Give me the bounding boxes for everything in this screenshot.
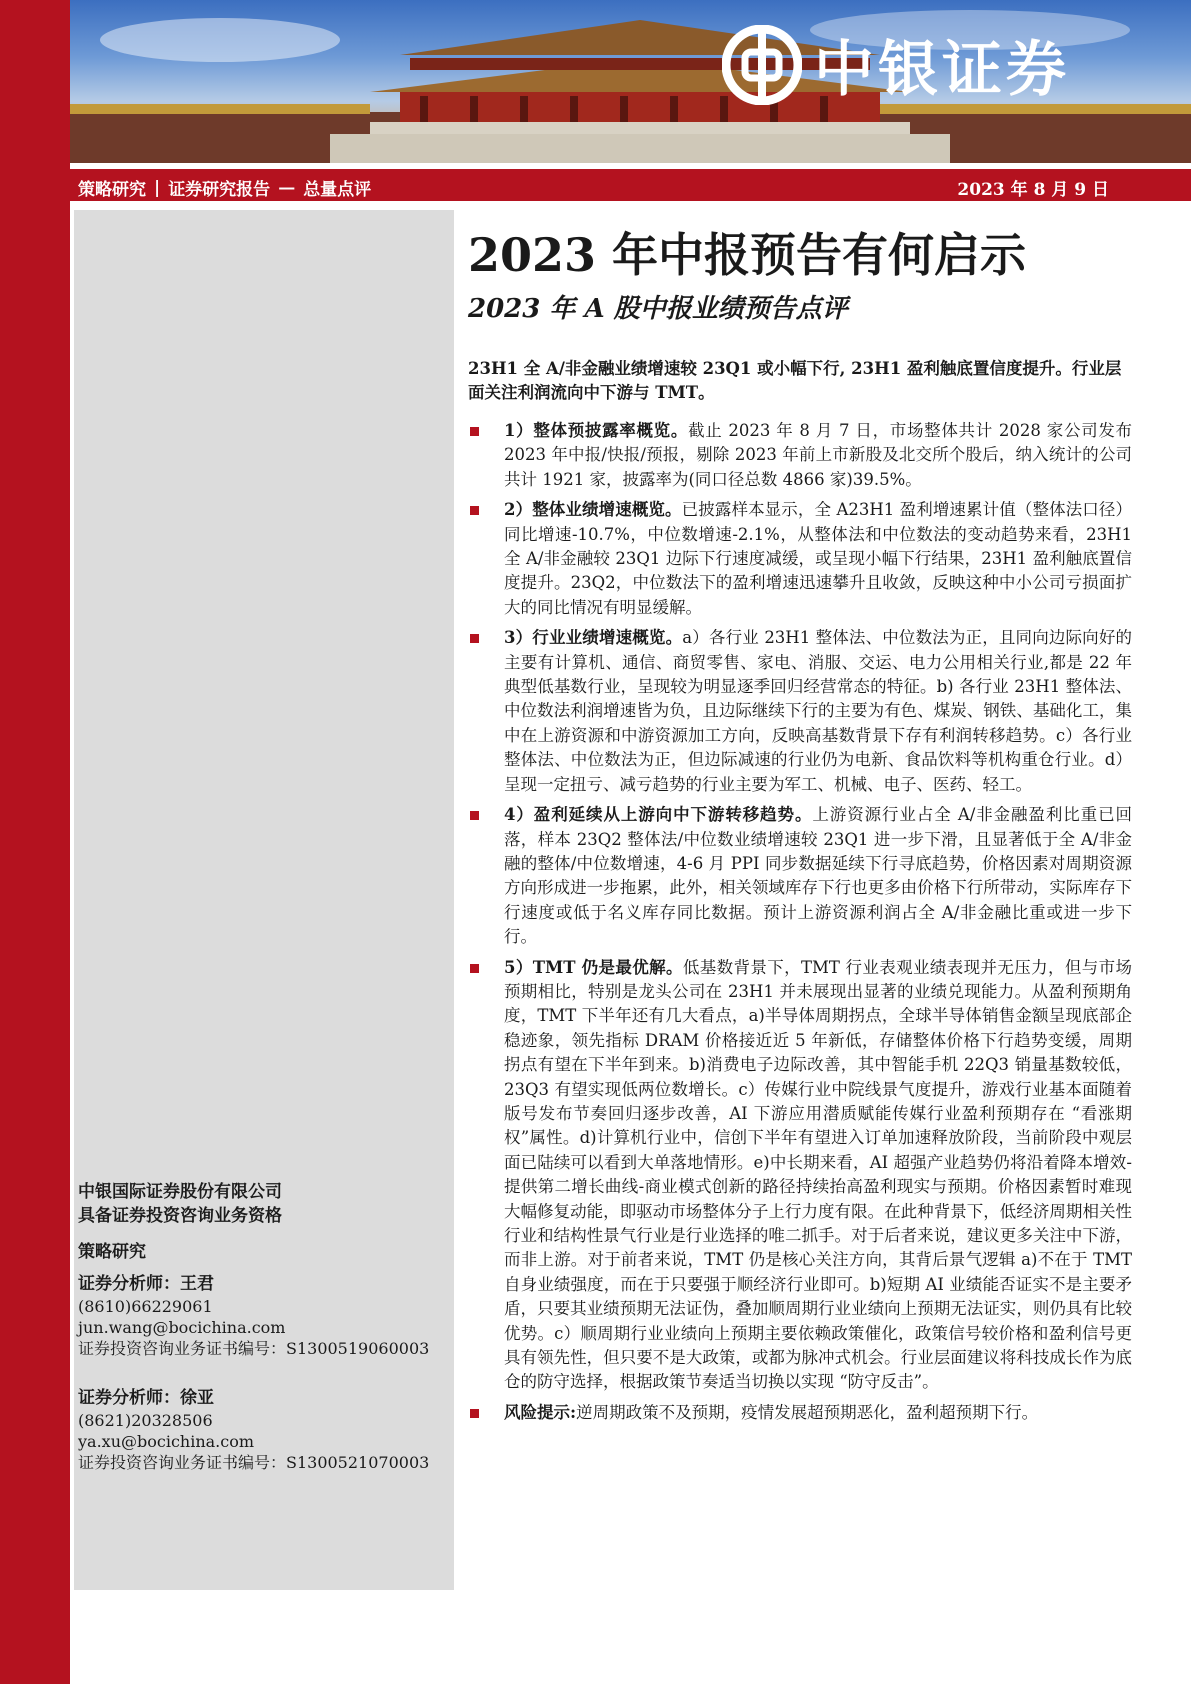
- bullet-text: a）各行业 23H1 整体法、中位数法为正，且同向边际向好的主要有计算机、通信、商贸零售、家电、消服、交运、电力公用相关行业,都是 22 年典型低基数行业，呈现较为明显逐季回归经营常态的特征。b) 各行业 23H1 整体法、中位数法利润增速皆为负，且边际继续下行的主要为有色、煤炭、钢铁、基础化工，集中在上游资源和中游资源加工方向，反映高基数背景下存有利润转移趋势。c）各行业整体法、中位数法为正，但边际减速的行业仍为电新、食品饮料等机构重仓行业。d）呈现一定扭亏、减亏趋势的行业主要为军工、机械、电子、医药、轻工。: [504, 628, 1133, 794]
- crumb-sub: 总量点评: [303, 180, 372, 200]
- crumb-separator: |: [154, 177, 161, 198]
- company-info: [78, 1180, 282, 1228]
- report-summary: 23H1 全 A/非金融业绩增速较 23Q1 或小幅下行, 23H1 盈利触底置信度提升。行业层面关注利润流向中下游与 TMT。: [468, 359, 1122, 402]
- list-item: [468, 1401, 1132, 1425]
- list-item: [468, 498, 1132, 620]
- breadcrumb: [78, 175, 371, 200]
- analyst-label: 证券分析师：徐亚: [78, 1388, 214, 1408]
- bullet-square-icon: [470, 634, 479, 643]
- bullet-square-icon: [470, 964, 479, 973]
- crumb-dash: —: [278, 177, 296, 198]
- bullet-square-icon: [470, 811, 479, 820]
- bullet-text: 逆周期政策不及预期，疫情发展超预期恶化，盈利超预期下行。: [576, 1402, 1039, 1422]
- department: [78, 1240, 146, 1264]
- bank-of-china-logo-icon: [722, 25, 802, 105]
- list-item: [468, 956, 1132, 1395]
- bullet-lead: 5）TMT 仍是最优解。: [504, 957, 683, 977]
- crumb-category: 策略研究: [78, 180, 146, 200]
- header-banner: [70, 0, 1191, 163]
- department-name: 策略研究: [78, 1242, 146, 1262]
- report-body: [468, 225, 1132, 1431]
- bullet-lead: 4）盈利延续从上游向中下游转移趋势。: [504, 805, 813, 825]
- sidebar-panel: [74, 210, 454, 1590]
- analyst-email[interactable]: jun.wang@bocichina.com: [78, 1318, 286, 1337]
- list-item: [468, 419, 1132, 492]
- analyst-label: 证券分析师：王君: [78, 1274, 214, 1294]
- report-title: 2023 年中报预告有何启示: [468, 228, 1027, 282]
- bullet-lead: 2）整体业绩增速概览。: [504, 500, 682, 520]
- bullet-text: 已披露样本显示，全 A23H1 盈利增速累计值（整体法口径）同比增速-10.7%，中位数增速-2.1%，从整体法和中位数法的变动趋势来看，23H1 全 A/非金融较 23Q1 边际下行速度减缓，或呈现小幅下行结果，23H1 盈利触底置信度提升。23Q2，中位数法下的盈利增速迅速攀升且收敛，反映这种中小公司亏损面扩大的同比情况有明显缓解。: [504, 500, 1132, 617]
- bullet-text: 截止 2023 年 8 月 7 日，市场整体共计 2028 家公司发布 2023 年中报/快报/预报，剔除 2023 年前上市新股及北交所个股后，纳入统计的公司共计 1921 家，披露率为(同口径总数 4866 家)39.5%。: [504, 421, 1133, 489]
- list-item: [468, 626, 1132, 797]
- analyst-email[interactable]: ya.xu@bocichina.com: [78, 1432, 255, 1451]
- bullet-lead: 1）整体预披露率概览。: [504, 421, 689, 440]
- report-subtitle: 2023 年 A 股中报业绩预告点评: [468, 294, 848, 324]
- analyst-card: [78, 1272, 429, 1359]
- bullet-lead: 3）行业业绩增速概览。: [504, 628, 683, 648]
- brand-name: 中银证券: [814, 35, 1070, 105]
- bullet-text: 低基数背景下，TMT 行业表观业绩表现并无压力，但与市场预期相比，特别是龙头公司在 23H1 并未展现出显著的业绩兑现能力。从盈利预期角度，TMT 下半年还有几大看点，a)半导体周期拐点，全球半导体销售金额呈现底部企稳迹象，领先指标 DRAM 价格接近近 5 年新低，存储整体价格下行趋势变缓，周期拐点有望在下半年到来。b)消费电子边际改善，其中智能手机 22Q3 销量基数较低，23Q3 有望实现低两位数增长。c）传媒行业中院线景气度提升，游戏行业基本面随着版号发布节奏回归逐步改善，AI 下游应用潜质赋能传媒行业盈利预期存在 “看涨期权”属性。d)计算机行业中，信创下半年有望进入订单加速释放阶段，当前阶段中观层面已陆续可以看到大单落地情形。e)中长期来看，AI 超强产业趋势仍将沿着降本增效-提供第二增长曲线-商业模式创新的路径持续抬高盈利现实与预期。价格因素暂时难现大幅修复动能，即驱动市场整体分子上行力度有限。在此种背景下，低经济周期相关性行业和结构性景气行业是行业选择的唯二抓手。对于后者来说，建议更多关注中下游，而非上游。对于前者来说，TMT 仍是核心关注方向，其背后景气逻辑 a)不在于 TMT 自身业绩强度，而在于只要强于顺经济行业即可。b)短期 AI 业绩能否证实不是主要矛盾，只要其业绩预期无法证伪，叠加顺周期行业业绩向上预期无法证实，则仍具有比较优势。c）顺周期行业业绩向上预期主要依赖政策催化，政策信号较价格和盈利信号更具有领先性，但只要不是大政策，或都为脉冲式机会。行业层面建议将科技成长作为底仓的防守选择，根据政策节奏适当切换以实现 “防守反击”。: [504, 957, 1132, 1392]
- left-accent-bar: [0, 0, 70, 1684]
- analyst-cert: 证券投资咨询业务证书编号：S1300519060003: [78, 1339, 430, 1358]
- company-name: 中银国际证券股份有限公司: [78, 1182, 282, 1202]
- report-date: 2023 年 8 月 9 日: [957, 180, 1109, 200]
- analyst-phone: (8610)66229061: [78, 1297, 213, 1316]
- company-qualification: 具备证券投资咨询业务资格: [78, 1206, 282, 1226]
- bullet-text: 上游资源行业占全 A/非金融盈利比重已回落，样本 23Q2 整体法/中位数业绩增速较 23Q1 进一步下滑，且显著低于全 A/非金融的整体/中位数增速，4-6 月 PPI 同步数据延续下行寻底趋势，价格因素对周期资源方向形成进一步拖累，此外，相关领域库存下行也更多由价格下行所带动，实际库存下行速度或低于名义库存同比数据。预计上游资源利润占全 A/非金融比重或进一步下行。: [504, 805, 1132, 947]
- bullet-square-icon: [470, 1409, 479, 1418]
- bullet-square-icon: [470, 427, 479, 436]
- bullet-lead: 风险提示:: [504, 1402, 577, 1422]
- crumb-type: 证券研究报告: [168, 180, 271, 200]
- brand-logo: [722, 22, 1070, 108]
- analyst-card: [78, 1386, 429, 1473]
- analyst-cert: 证券投资咨询业务证书编号：S1300521070003: [78, 1453, 430, 1472]
- bullet-list: [468, 419, 1132, 1425]
- analyst-phone: (8621)20328506: [78, 1411, 213, 1430]
- report-header-strip: [70, 169, 1191, 201]
- bullet-square-icon: [470, 506, 479, 515]
- list-item: [468, 803, 1132, 949]
